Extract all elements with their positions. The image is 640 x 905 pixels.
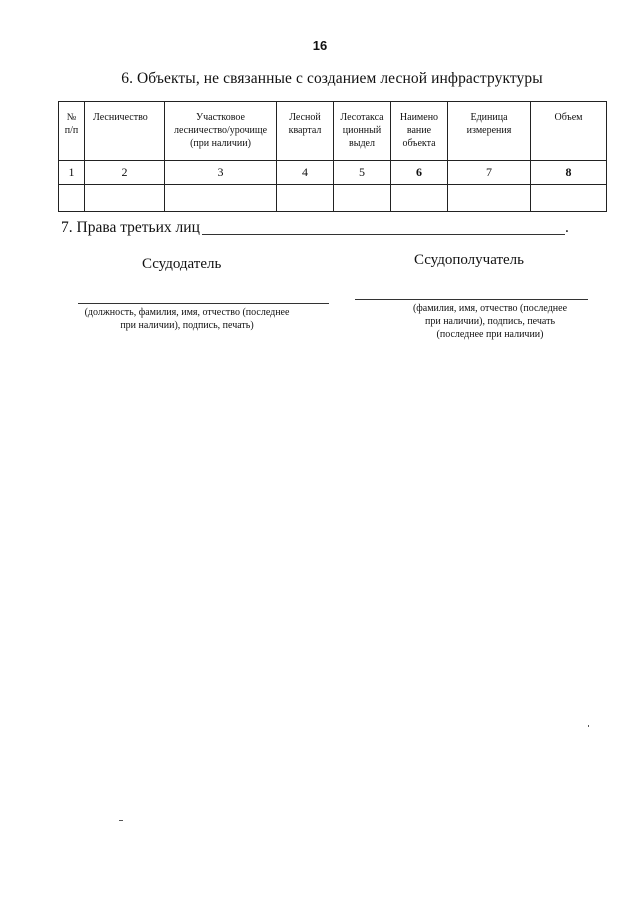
objects-table xyxy=(58,101,607,212)
column-number-cell: 5 xyxy=(334,161,391,185)
third-party-rights xyxy=(61,219,581,237)
column-number-cell: 6 xyxy=(391,161,448,185)
section-6-title: 6. Объекты, не связанные с созданием лесной инфраструктуры xyxy=(121,70,543,87)
table-cell[interactable] xyxy=(165,185,277,212)
column-number-cell: 7 xyxy=(448,161,531,185)
table-cell[interactable] xyxy=(448,185,531,212)
table-row xyxy=(59,185,607,212)
third-party-rights-field[interactable] xyxy=(202,234,565,235)
table-header-row xyxy=(59,102,607,161)
scan-speck xyxy=(588,725,589,727)
column-number-cell: 2 xyxy=(85,161,165,185)
scan-speck xyxy=(119,820,123,821)
lender-signature-caption: (должность, фамилия, имя, отчество (последнее при наличии), подпись, печать) xyxy=(84,307,290,331)
borrower-signature-line[interactable] xyxy=(355,299,588,300)
lender-signature-line[interactable] xyxy=(78,303,329,304)
table-cell[interactable] xyxy=(277,185,334,212)
header-unit: Единица измерения xyxy=(448,102,531,161)
header-district-forestry: Участковое лесничество/урочище (при наличии) xyxy=(165,102,277,161)
table-cell[interactable] xyxy=(334,185,391,212)
page-number: 16 xyxy=(312,38,328,53)
third-party-rights-end: . xyxy=(565,219,569,236)
column-number-cell: 8 xyxy=(531,161,607,185)
header-object-name: Наимено вание объекта xyxy=(391,102,448,161)
table-cell[interactable] xyxy=(59,185,85,212)
column-number-cell: 3 xyxy=(165,161,277,185)
third-party-rights-label: 7. Права третьих лиц xyxy=(61,219,200,236)
table-cell[interactable] xyxy=(85,185,165,212)
column-number-cell: 4 xyxy=(277,161,334,185)
column-number-cell: 1 xyxy=(59,161,85,185)
borrower-signature-caption: (фамилия, имя, отчество (последнее при наличии), подпись, печать (последнее при наличии) xyxy=(412,303,568,340)
header-volume: Объем xyxy=(531,102,607,161)
header-forest-quarter: Лесной квартал xyxy=(277,102,334,161)
lender-title: Ссудодатель xyxy=(142,256,222,272)
header-forestry: Лесничество xyxy=(85,102,165,161)
borrower-title: Ссудополучатель xyxy=(414,252,525,268)
header-row-number: № п/п xyxy=(59,102,85,161)
column-number-row xyxy=(59,161,607,185)
table-cell[interactable] xyxy=(391,185,448,212)
header-taxation-unit: Лесотакса ционный выдел xyxy=(334,102,391,161)
table-cell[interactable] xyxy=(531,185,607,212)
